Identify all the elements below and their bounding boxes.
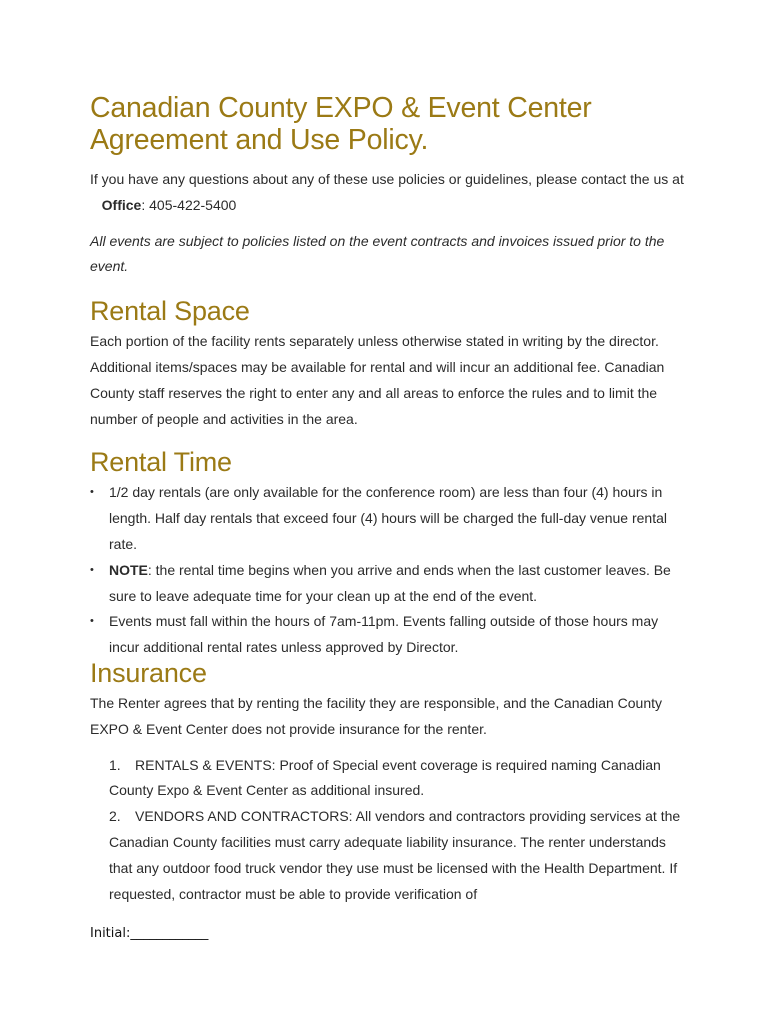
list-number: 2.: [109, 808, 121, 825]
list-item-text: VENDORS AND CONTRACTORS: All vendors and contractors providing services at the Canadian County facilities must carry adequate liability insurance. The renter understands that any outdoor food truck vendor they use must be licensed with the Health Department. If requested, contractor must be able to provide verification of: [109, 808, 681, 902]
notice-paragraph: All events are subject to policies listed on the event contracts and invoices issued prior to the event.: [90, 232, 665, 275]
note-label: NOTE: [109, 561, 148, 578]
initial-field[interactable]: Initial:____________: [90, 926, 209, 941]
list-item: [109, 480, 690, 557]
intro-paragraph: [90, 167, 690, 219]
rental-time-heading: Rental Time: [90, 447, 232, 478]
insurance-list: [90, 753, 690, 908]
list-item: [109, 753, 690, 805]
list-item: [109, 804, 690, 907]
rental-time-list: [90, 480, 690, 661]
insurance-heading: Insurance: [90, 657, 207, 688]
list-item-text: Events must fall within the hours of 7am-11pm. Events falling outside of those hours may incur additional rental rates unless approved by Director.: [109, 613, 659, 656]
list-item: [109, 609, 690, 661]
page-title: Canadian County EXPO & Event Center Agreement and Use Policy.: [90, 92, 592, 156]
document-page: [90, 92, 690, 907]
rental-space-body: Each portion of the facility rents separately unless otherwise stated in writing by the director. Additional items/spaces may be available for rental and will incur an additional fee. Canadian County staff reserves the right to enter any and all areas to enforce the rules and to limit the number of people and activities in the area.: [90, 333, 665, 427]
list-item-text: : the rental time begins when you arrive and ends when the last customer leaves. Be sure to leave adequate time for your clean up at the end of the event.: [109, 561, 671, 604]
list-item: [109, 558, 690, 610]
office-label: Office: [101, 196, 142, 213]
rental-space-heading: Rental Space: [90, 296, 250, 327]
list-number: 1.: [109, 756, 121, 773]
office-phone: : 405-422-5400: [141, 196, 237, 213]
list-item-text: RENTALS & EVENTS: Proof of Special event coverage is required naming Canadian County Expo & Event Center as additional insured.: [109, 756, 661, 799]
list-item-text: 1/2 day rentals (are only available for the conference room) are less than four (4) hours in length. Half day rentals that exceed four (4) hours will be charged the full-day venue rental rate.: [109, 484, 667, 552]
intro-text: If you have any questions about any of these use policies or guidelines, please contact the us at: [90, 171, 684, 187]
insurance-body: The Renter agrees that by renting the facility they are responsible, and the Canadian County EXPO & Event Center does not provide insurance for the renter.: [90, 694, 663, 737]
